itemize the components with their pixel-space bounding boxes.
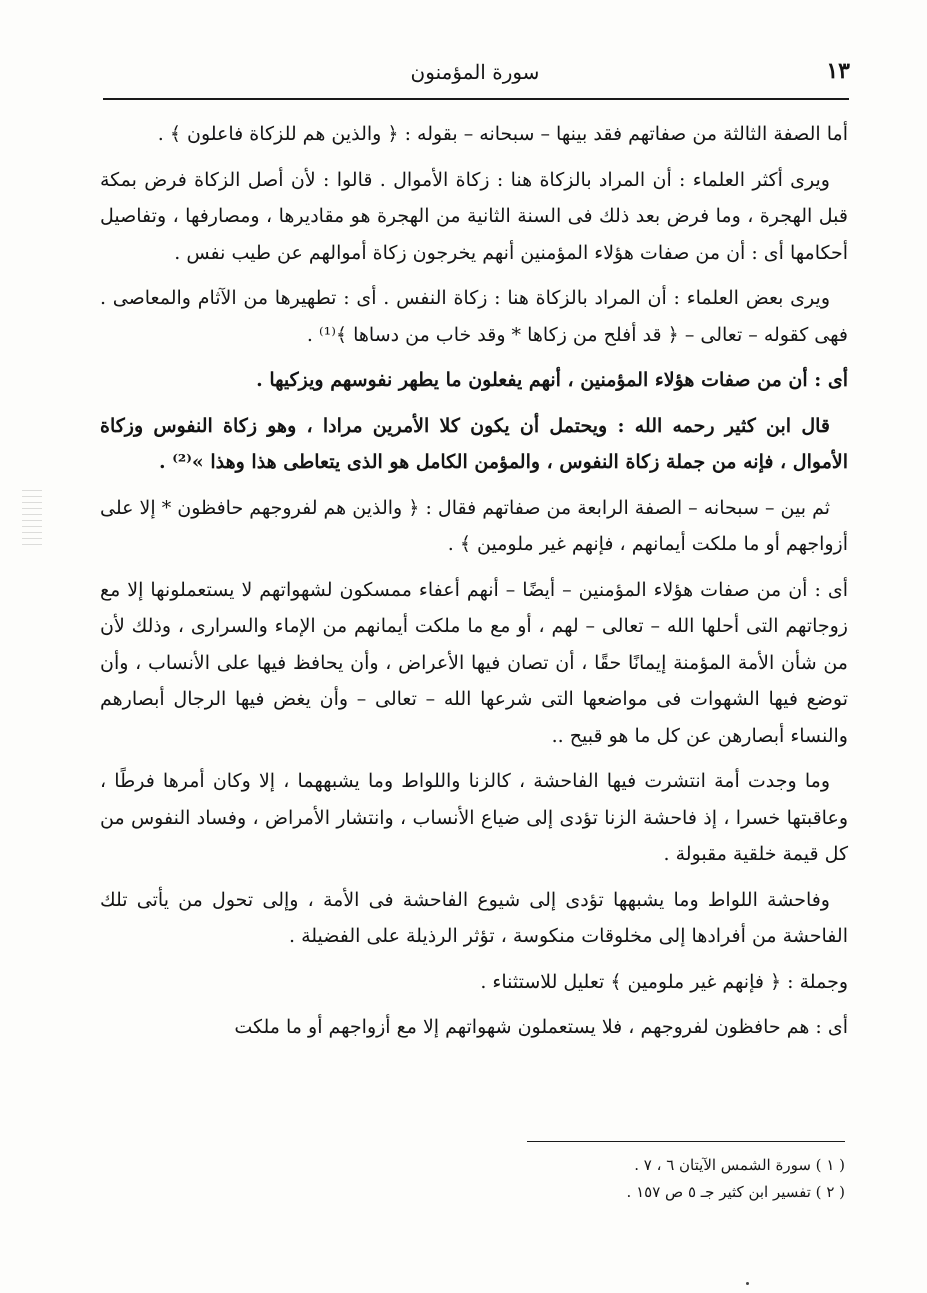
footnote-divider: [527, 1141, 845, 1142]
paragraph: أى : هم حافظون لفروجهم ، فلا يستعملون شهواتهم إلا مع أزواجهم أو ما ملكت: [234, 1016, 848, 1038]
footnote: ( ١ ) سورة الشمس الآيتان ٦ ، ٧ .: [634, 1156, 845, 1174]
page-header: [100, 52, 850, 98]
scan-speck: [746, 1282, 749, 1285]
paragraph: ويرى أكثر العلماء : أن المراد بالزكاة هنا : زكاة الأموال . قالوا : لأن أصل الزكاة فرض بمكة قبل الهجرة ، وما فرض بعد ذلك فى السنة الثانية من الهجرة هو مقاديرها ، ومصارفها ، وتفاصيل أحكامها أى : أن من صفات هؤلاء المؤمنين أنهم يخرجون زكاة أموالهم عن طيب نفس .: [100, 168, 848, 264]
scan-artifact: [22, 490, 42, 550]
paragraph: وما وجدت أمة انتشرت فيها الفاحشة ، كالزنا واللواط وما يشبههما ، إلا وكان أمرها فرطًا ، وعاقبتها خسرا ، إذ فاحشة الزنا تؤدى إلى ضياع الأنساب ، وانتشار الأمراض ، وفساد النفوس من كل قيمة خلقية مقبولة .: [100, 770, 848, 865]
paragraph: أما الصفة الثالثة من صفاتهم فقد بينها – سبحانه – بقوله : ﴿ والذين هم للزكاة فاعلون ﴾ .: [157, 123, 848, 145]
paragraph: وفاحشة اللواط وما يشبهها تؤدى إلى شيوع الفاحشة فى الأمة ، وإلى تحول من يأتى تلك الفاحشة من أفرادها إلى مخلوقات منكوسة ، تؤثر الرذيلة على الفضيلة .: [100, 888, 848, 947]
running-title: سورة المؤمنون: [410, 60, 540, 84]
paragraph: أى : أن من صفات هؤلاء المؤمنين – أيضًا – أنهم أعفاء ممسكون لشهواتهم لا يستعملونها إلا مع زوجاتهم التى أحلها الله – تعالى – لهم ، أو مع ما ملكت أيمانهم من الإماء والسرارى ، وذلك لأن من شأن الأمة المؤمنة إيمانًا حقًا ، أن تصان فيها الأعراض ، وأن يحافظ فيها على الأنساب ، وأن توضع فيها الشهوات فى مواضعها التى شرعها الله – تعالى – وأن يغض فيها الرجال أبصارهم والنساء أبصارهن عن كل ما هو قبيح ..: [100, 578, 848, 747]
main-text: [100, 116, 848, 1055]
paragraph: قال ابن كثير رحمه الله : ويحتمل أن يكون كلا الأمرين مرادا ، وهو زكاة النفوس وزكاة الأموال ، فإنه من جملة زكاة النفوس ، والمؤمن الكامل هو الذى يتعاطى هذا وهذا »⁽²⁾ .: [100, 414, 848, 473]
footnote: ( ٢ ) تفسير ابن كثير جـ ٥ ص ١٥٧ .: [626, 1183, 845, 1201]
page-number: ١٣: [826, 58, 850, 84]
paragraph: أى : أن من صفات هؤلاء المؤمنين ، أنهم يفعلون ما يطهر نفوسهم ويزكيها .: [256, 369, 848, 391]
paragraph: ويرى بعض العلماء : أن المراد بالزكاة هنا : زكاة النفس . أى : تطهيرها من الآثام والمعاصى . فهى كقوله – تعالى – ﴿ قد أفلح من زكاها * وقد خاب من دساها ﴾⁽¹⁾ .: [100, 287, 848, 346]
paragraph: وجملة : ﴿ فإنهم غير ملومين ﴾ تعليل للاستثناء .: [480, 970, 848, 993]
header-divider: [103, 98, 849, 100]
footnotes: [470, 1152, 845, 1206]
paragraph: ثم بين – سبحانه – الصفة الرابعة من صفاتهم فقال : ﴿ والذين هم لفروجهم حافظون * إلا على أزواجهم أو ما ملكت أيمانهم ، فإنهم غير ملومين ﴾ .: [100, 496, 848, 555]
